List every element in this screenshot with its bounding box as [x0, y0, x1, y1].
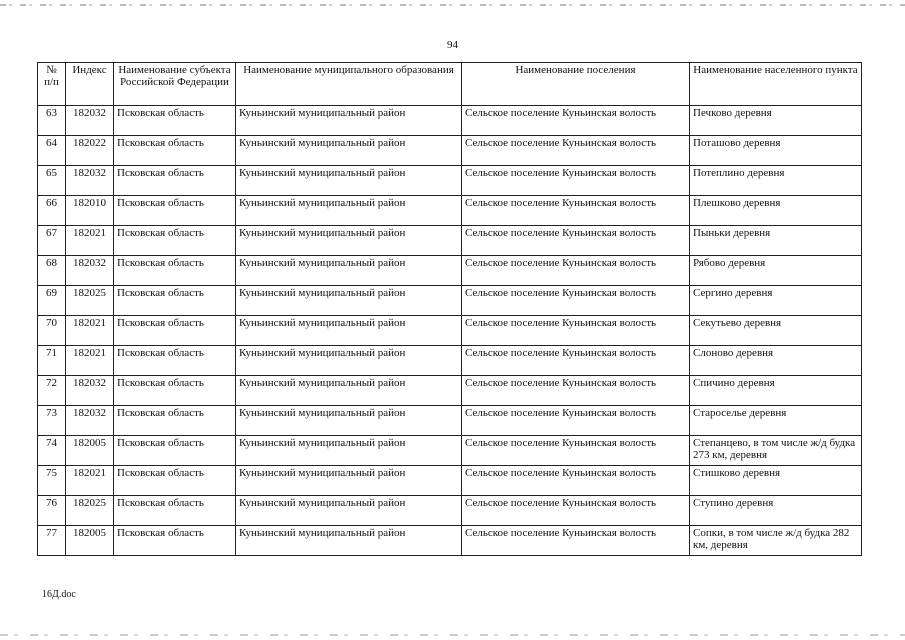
table-row — [38, 286, 862, 316]
cell-num: 74 — [38, 436, 66, 466]
cell-locality: Секутьево деревня — [690, 316, 862, 346]
cell-num: 77 — [38, 526, 66, 556]
cell-num: 71 — [38, 346, 66, 376]
cell-num: 68 — [38, 256, 66, 286]
scan-edge-top — [0, 4, 905, 6]
table-row — [38, 136, 862, 166]
cell-municipality: Куньинский муниципальный район — [236, 286, 462, 316]
scan-edge-bottom — [0, 634, 905, 636]
cell-index: 182025 — [66, 496, 114, 526]
cell-index: 182005 — [66, 526, 114, 556]
cell-locality: Потеплино деревня — [690, 166, 862, 196]
cell-subject: Псковская область — [114, 286, 236, 316]
cell-locality: Плешково деревня — [690, 196, 862, 226]
cell-locality: Пыньки деревня — [690, 226, 862, 256]
cell-index: 182032 — [66, 256, 114, 286]
cell-subject: Псковская область — [114, 166, 236, 196]
cell-subject: Псковская область — [114, 496, 236, 526]
table-body — [38, 106, 862, 556]
header-settlement: Наименование поселения — [462, 63, 690, 106]
cell-municipality: Куньинский муниципальный район — [236, 406, 462, 436]
table-row — [38, 316, 862, 346]
header-locality: Наименование населенного пункта — [690, 63, 862, 106]
cell-municipality: Куньинский муниципальный район — [236, 376, 462, 406]
table-row — [38, 346, 862, 376]
cell-subject: Псковская область — [114, 316, 236, 346]
footer-filename: 16Д.doc — [42, 589, 76, 600]
cell-num: 73 — [38, 406, 66, 436]
cell-locality: Поташово деревня — [690, 136, 862, 166]
table-row — [38, 106, 862, 136]
cell-index: 182005 — [66, 436, 114, 466]
header-index: Индекс — [66, 63, 114, 106]
cell-subject: Псковская область — [114, 466, 236, 496]
cell-settlement: Сельское поселение Куньинская волость — [462, 316, 690, 346]
cell-settlement: Сельское поселение Куньинская волость — [462, 166, 690, 196]
cell-locality: Печково деревня — [690, 106, 862, 136]
header-municipality: Наименование муниципального образования — [236, 63, 462, 106]
cell-settlement: Сельское поселение Куньинская волость — [462, 346, 690, 376]
cell-locality: Степанцево, в том числе ж/д будка 273 км, деревня — [690, 436, 862, 466]
cell-locality: Сергино деревня — [690, 286, 862, 316]
cell-municipality: Куньинский муниципальный район — [236, 256, 462, 286]
cell-index: 182021 — [66, 466, 114, 496]
cell-municipality: Куньинский муниципальный район — [236, 496, 462, 526]
cell-municipality: Куньинский муниципальный район — [236, 196, 462, 226]
cell-num: 67 — [38, 226, 66, 256]
table-row — [38, 406, 862, 436]
cell-settlement: Сельское поселение Куньинская волость — [462, 466, 690, 496]
cell-index: 182032 — [66, 406, 114, 436]
cell-subject: Псковская область — [114, 106, 236, 136]
cell-municipality: Куньинский муниципальный район — [236, 526, 462, 556]
cell-num: 65 — [38, 166, 66, 196]
cell-municipality: Куньинский муниципальный район — [236, 166, 462, 196]
table-row — [38, 496, 862, 526]
cell-settlement: Сельское поселение Куньинская волость — [462, 196, 690, 226]
cell-num: 69 — [38, 286, 66, 316]
cell-settlement: Сельское поселение Куньинская волость — [462, 106, 690, 136]
cell-subject: Псковская область — [114, 136, 236, 166]
cell-subject: Псковская область — [114, 346, 236, 376]
cell-municipality: Куньинский муниципальный район — [236, 346, 462, 376]
cell-settlement: Сельское поселение Куньинская волость — [462, 496, 690, 526]
cell-num: 76 — [38, 496, 66, 526]
cell-locality: Староселье деревня — [690, 406, 862, 436]
cell-locality: Стишково деревня — [690, 466, 862, 496]
header-num: № п/п — [38, 63, 66, 106]
cell-settlement: Сельское поселение Куньинская волость — [462, 256, 690, 286]
localities-table — [37, 62, 862, 556]
cell-subject: Псковская область — [114, 256, 236, 286]
cell-index: 182021 — [66, 226, 114, 256]
cell-index: 182032 — [66, 376, 114, 406]
cell-num: 64 — [38, 136, 66, 166]
cell-subject: Псковская область — [114, 196, 236, 226]
cell-index: 182032 — [66, 166, 114, 196]
cell-num: 72 — [38, 376, 66, 406]
cell-index: 182025 — [66, 286, 114, 316]
cell-index: 182032 — [66, 106, 114, 136]
cell-index: 182021 — [66, 346, 114, 376]
table-row — [38, 196, 862, 226]
cell-settlement: Сельское поселение Куньинская волость — [462, 436, 690, 466]
page-number: 94 — [447, 39, 458, 51]
cell-num: 75 — [38, 466, 66, 496]
cell-index: 182022 — [66, 136, 114, 166]
cell-municipality: Куньинский муниципальный район — [236, 106, 462, 136]
cell-subject: Псковская область — [114, 526, 236, 556]
cell-settlement: Сельское поселение Куньинская волость — [462, 376, 690, 406]
table-row — [38, 226, 862, 256]
cell-settlement: Сельское поселение Куньинская волость — [462, 286, 690, 316]
cell-locality: Спичино деревня — [690, 376, 862, 406]
cell-municipality: Куньинский муниципальный район — [236, 226, 462, 256]
cell-settlement: Сельское поселение Куньинская волость — [462, 526, 690, 556]
cell-locality: Сопки, в том числе ж/д будка 282 км, деревня — [690, 526, 862, 556]
table-row — [38, 436, 862, 466]
cell-subject: Псковская область — [114, 376, 236, 406]
cell-municipality: Куньинский муниципальный район — [236, 136, 462, 166]
table-row — [38, 256, 862, 286]
cell-num: 70 — [38, 316, 66, 346]
cell-locality: Ступино деревня — [690, 496, 862, 526]
table-row — [38, 526, 862, 556]
cell-municipality: Куньинский муниципальный район — [236, 316, 462, 346]
cell-settlement: Сельское поселение Куньинская волость — [462, 226, 690, 256]
cell-locality: Слоново деревня — [690, 346, 862, 376]
cell-municipality: Куньинский муниципальный район — [236, 436, 462, 466]
cell-subject: Псковская область — [114, 406, 236, 436]
cell-locality: Рябово деревня — [690, 256, 862, 286]
cell-settlement: Сельское поселение Куньинская волость — [462, 406, 690, 436]
cell-index: 182010 — [66, 196, 114, 226]
header-subject: Наименование субъекта Российской Федерации — [114, 63, 236, 106]
cell-num: 66 — [38, 196, 66, 226]
cell-municipality: Куньинский муниципальный район — [236, 466, 462, 496]
cell-subject: Псковская область — [114, 436, 236, 466]
table-row — [38, 376, 862, 406]
table-row — [38, 466, 862, 496]
cell-index: 182021 — [66, 316, 114, 346]
table-row — [38, 166, 862, 196]
cell-num: 63 — [38, 106, 66, 136]
cell-settlement: Сельское поселение Куньинская волость — [462, 136, 690, 166]
cell-subject: Псковская область — [114, 226, 236, 256]
table-header-row — [38, 63, 862, 106]
